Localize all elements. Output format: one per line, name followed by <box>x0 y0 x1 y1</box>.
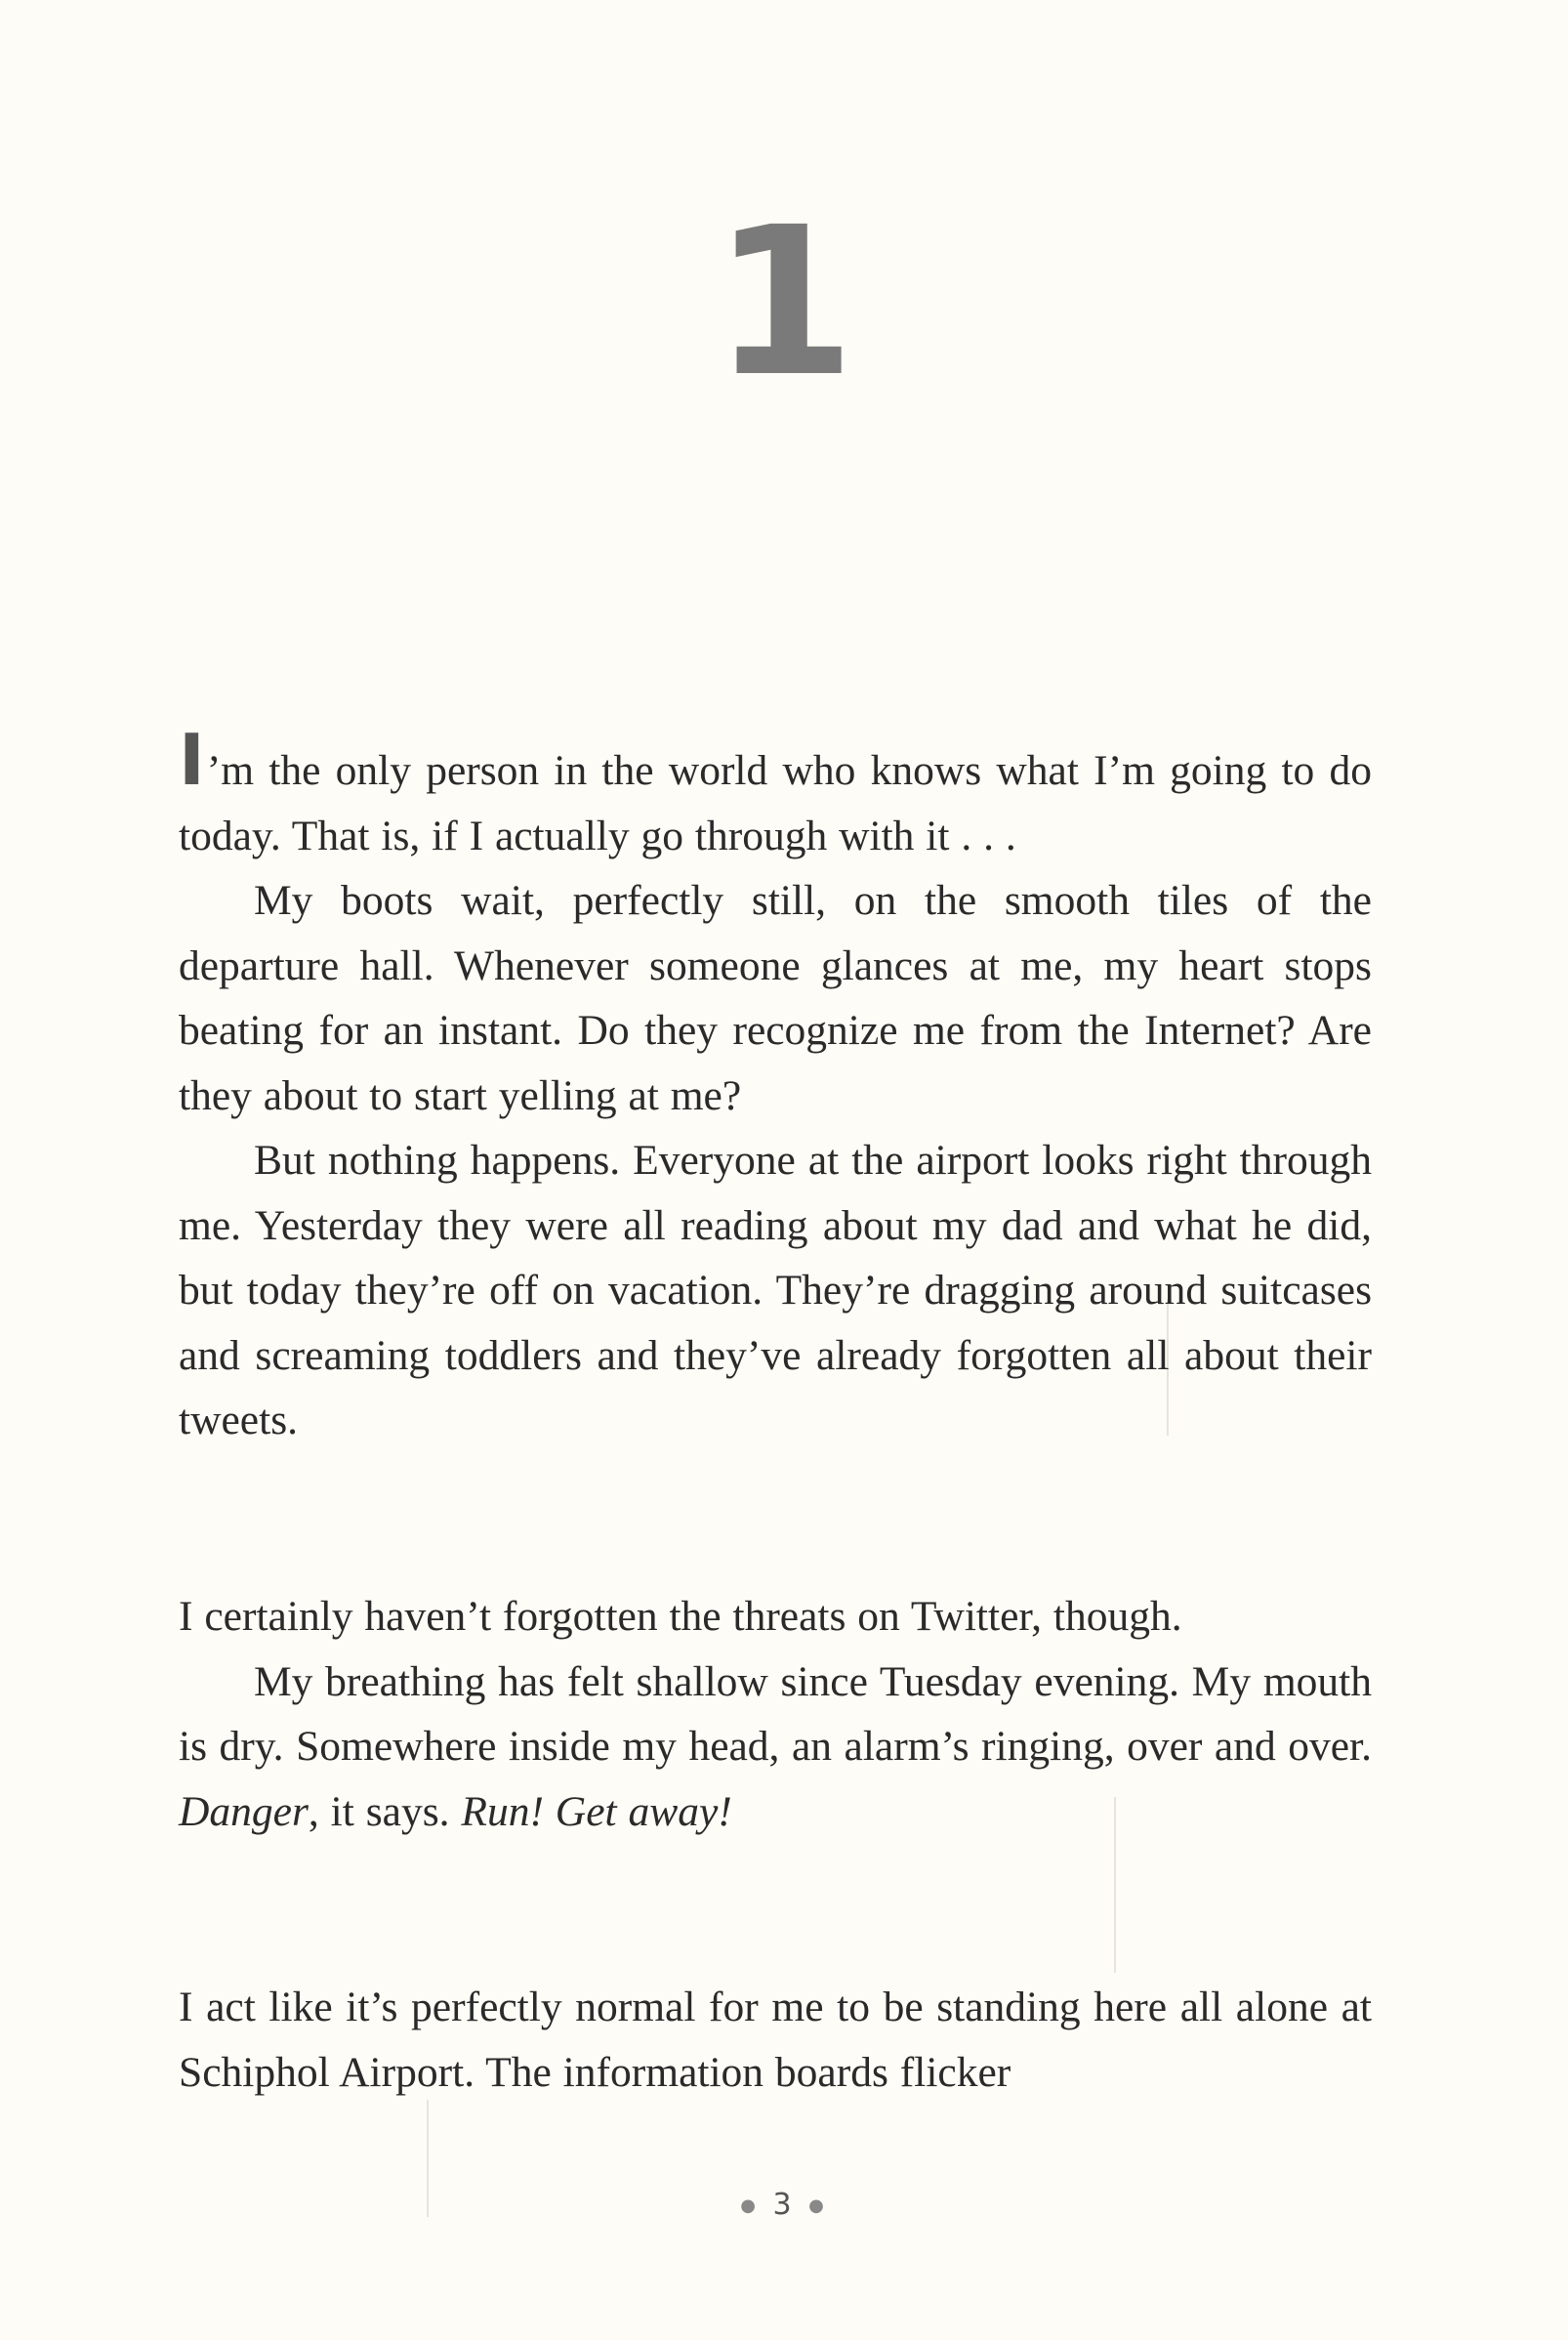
paragraph: I certainly haven’t forgotten the threats on Twitter, though. <box>179 1593 1182 1640</box>
page-number-value: 3 <box>772 2188 796 2222</box>
section-3 <box>179 1975 1372 2105</box>
opening-paragraph-text: ’m the only person in the world who knows what I’m going to do today. That is, if I actually go through with it . . . <box>179 747 1372 859</box>
italic-text: Danger <box>179 1787 309 1835</box>
section-1 <box>179 719 1372 1453</box>
section-2 <box>179 1584 1372 1844</box>
paragraph: My boots wait, perfectly still, on the smooth tiles of the departure hall. Whenever someone glances at me, my heart stops beating for an instant. Do they recognize me from the Internet? Are they about to start yelling at me? <box>179 877 1372 1119</box>
chapter-number: 1 <box>712 183 856 422</box>
paragraph <box>179 1650 1372 1845</box>
page-number <box>0 2188 1568 2222</box>
bullet-ornament-icon: ● <box>740 2195 760 2216</box>
paragraph: I act like it’s perfectly normal for me to be standing here all alone at Schiphol Airport. The information boards flicker <box>179 1984 1372 2096</box>
italic-text: Run! Get away! <box>461 1787 732 1835</box>
bullet-ornament-icon: ● <box>808 2195 828 2216</box>
paragraph-text: My breathing has felt shallow since Tuesday evening. My mouth is dry. Somewhere inside my head, an alarm’s ringing, over and over. <box>179 1657 1372 1770</box>
opening-paragraph <box>179 719 1372 868</box>
paragraph-text: , it says. <box>308 1787 462 1835</box>
paragraph: But nothing happens. Everyone at the airport looks right through me. Yesterday they were all reading about my dad and what he did, but today they’re off on vacation. They’re dragging around suitcases and screaming toddlers and they’ve already forgotten all about their tweets. <box>179 1137 1372 1443</box>
drop-cap: I <box>179 719 205 801</box>
